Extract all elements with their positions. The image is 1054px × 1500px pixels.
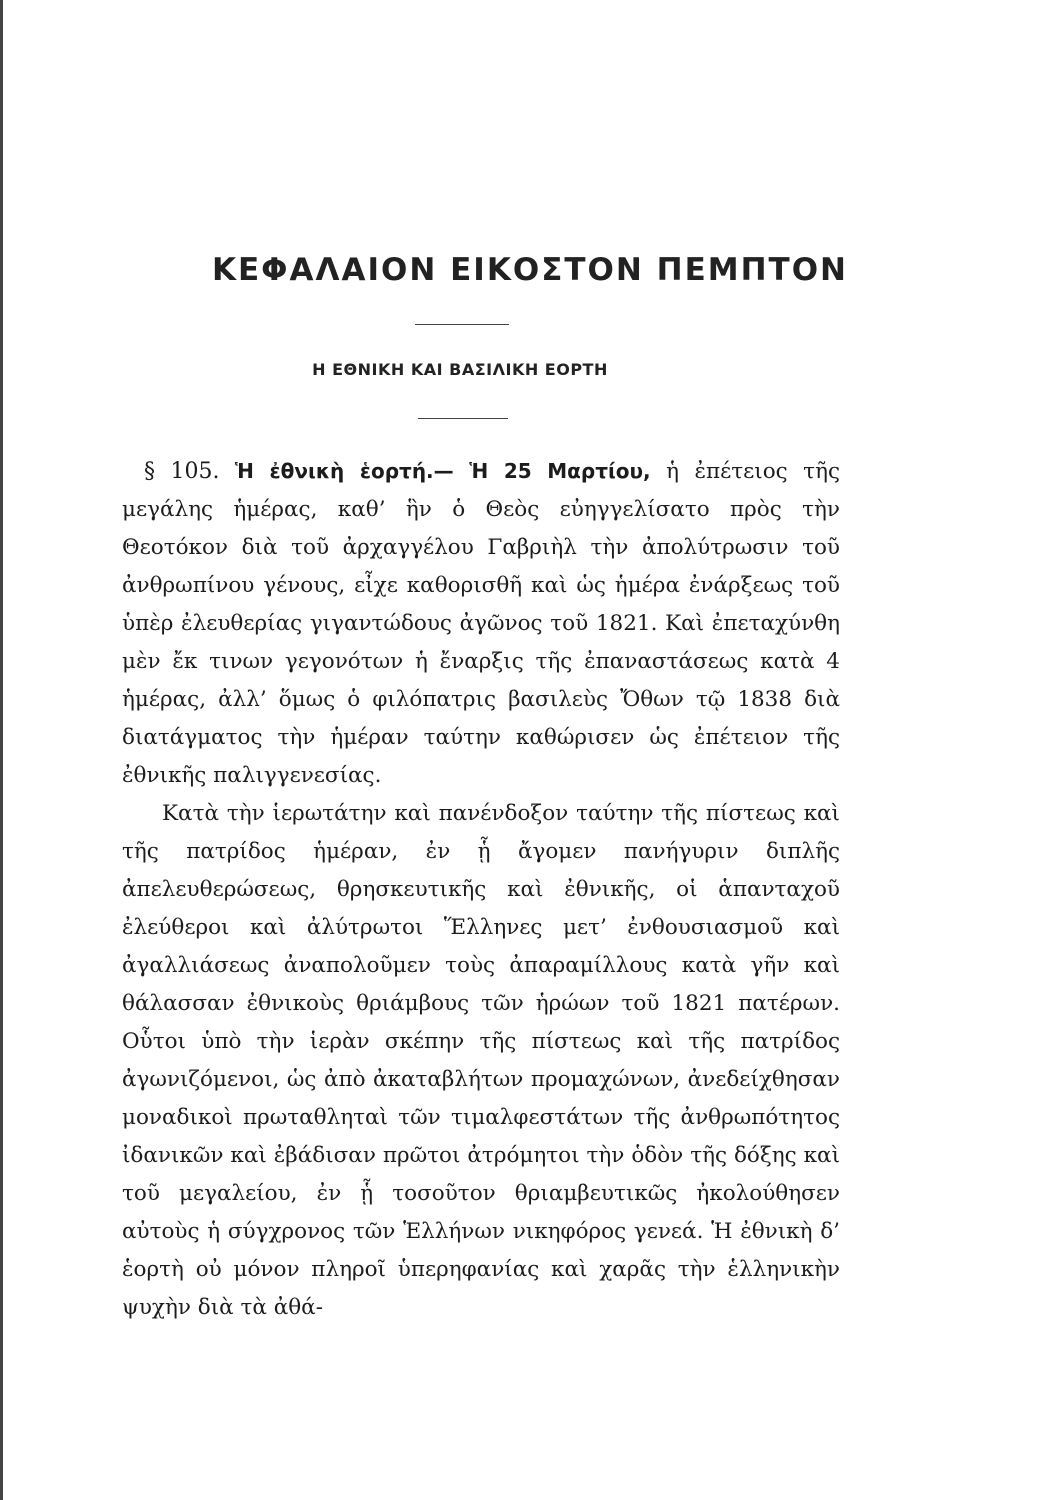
paragraph-105-text: ἡ ἐπέτειος τῆς μεγάλης ἡμέρας, καθ’ ἣν ὁ Θεὸς εὐηγγελίσατο πρὸς τὴν Θεοτόκον διὰ τοῦ ἀρχαγγέλου Γαβριὴλ τὴν ἀπολύτρωσιν τοῦ ἀνθρωπίνου γένους, εἶχε καθορισθῆ καὶ ὡς ἡμέρα ἐνάρξεως τοῦ ὑπὲρ ἐλευθερίας γιγαντώδους ἀγῶνος τοῦ 1821. Καὶ ἐπεταχύνθη μὲν ἔκ τινων γεγονότων ἡ ἔναρξις τῆς ἐπαναστάσεως κατὰ 4 ἡμέρας, ἀλλ’ ὅμως ὁ φιλόπατρις βασιλεὺς Ὄθων τῷ 1838 διὰ διατάγματος τὴν ἡμέραν ταύτην καθώρισεν ὡς ἐπέτειον τῆς ἐθνικῆς παλιγγενεσίας. (122, 459, 840, 788)
paragraph-105 (122, 452, 840, 795)
paragraph-second: Κατὰ τὴν ἱερωτάτην καὶ πανένδοξον ταύτην τῆς πίστεως καὶ τῆς πατρίδος ἡμέραν, ἐν ᾗ ἄγομεν πανήγυριν διπλῆς ἀπελευθερώσεως, θρησκευτικῆς καὶ ἐθνικῆς, οἱ ἁπανταχοῦ ἐλεύθεροι καὶ ἀλύτρωτοι Ἕλληνες μετ’ ἐνθουσιασμοῦ καὶ ἀγαλλιάσεως ἀναπολοῦμεν τοὺς ἀπαραμίλλους κατὰ γῆν καὶ θάλασσαν ἐθνικοὺς θριάμβους τῶν ἡρώων τοῦ 1821 πατέρων. Οὗτοι ὑπὸ τὴν ἱερὰν σκέπην τῆς πίστεως καὶ τῆς πατρίδος ἀγωνιζόμενοι, ὡς ἀπὸ ἀκαταβλήτων προμαχώνων, ἀνεδείχθησαν μοναδικοὶ πρωταθληταὶ τῶν τιμαλφεστάτων τῆς ἀνθρωπότητος ἰδανικῶν καὶ ἐβάδισαν πρῶτοι ἀτρόμητοι τὴν ὁδὸν τῆς δόξης καὶ τοῦ μεγαλείου, ἐν ᾗ τοσοῦτον θριαμβευτικῶς ἠκολούθησεν αὐτοὺς ἡ σύγχρονος τῶν Ἑλλήνων νικηφόρος γενεά. Ἡ ἐθνικὴ δ’ ἑορτὴ οὐ μόνον πληροῖ ὑπερηφανίας καὶ χαρᾶς τὴν ἑλληνικὴν ψυχὴν διὰ τὰ ἀθά- (122, 801, 840, 1320)
body-text (122, 452, 840, 1327)
page-binding-edge (0, 0, 3, 1500)
paragraph-heading: Ἡ ἐθνικὴ ἑορτή.— Ἡ 25 Μαρτίου, (234, 459, 651, 483)
section-title: Η ΕΘΝΙΚΗ ΚΑΙ ΒΑΣΙΛΙΚΗ ΕΟΡΤΗ (312, 360, 608, 379)
section-number: 105. (170, 459, 220, 484)
title-divider-top (415, 324, 509, 325)
chapter-title: ΚΕΦΑΛΑΙΟΝ ΕΙΚΟΣΤΟΝ ΠΕΜΠΤΟΝ (211, 252, 848, 288)
section-symbol: § (144, 459, 155, 484)
title-divider-bottom (418, 418, 508, 419)
